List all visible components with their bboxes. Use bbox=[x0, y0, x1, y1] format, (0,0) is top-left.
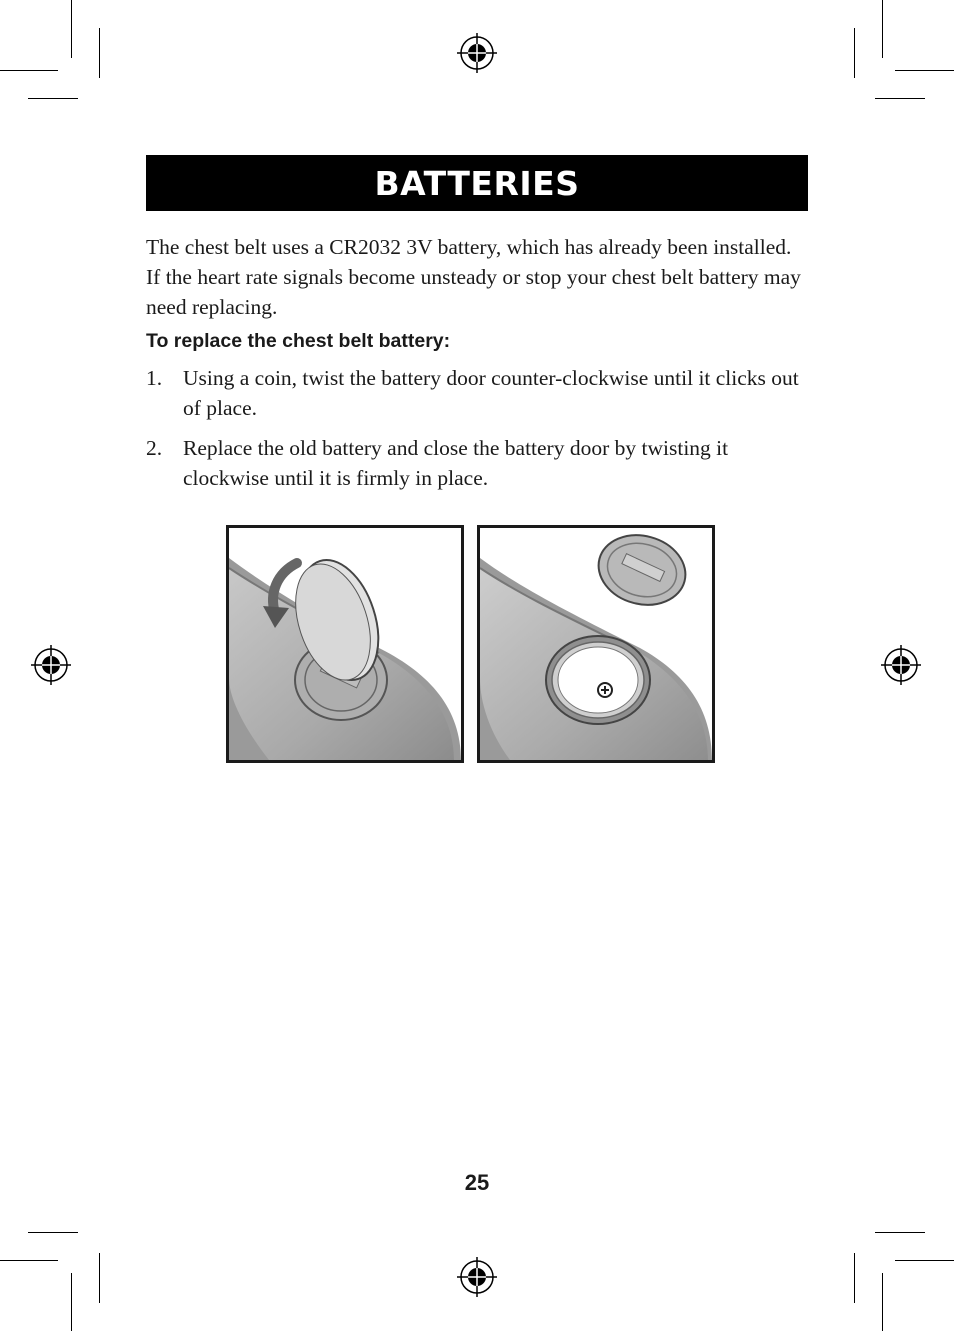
list-item bbox=[146, 363, 806, 423]
crop-mark bbox=[28, 1232, 78, 1233]
crop-mark bbox=[895, 1260, 954, 1261]
steps-list bbox=[146, 363, 806, 503]
crop-mark bbox=[71, 1273, 72, 1331]
plus-polarity-icon bbox=[598, 683, 612, 697]
step-number: 2. bbox=[146, 436, 163, 460]
registration-mark-icon bbox=[881, 645, 921, 685]
crop-mark bbox=[875, 98, 925, 99]
section-header bbox=[146, 155, 808, 211]
instructions-heading: To replace the chest belt battery: bbox=[146, 330, 451, 352]
crop-mark bbox=[28, 98, 78, 99]
crop-mark bbox=[882, 1273, 883, 1331]
figure-battery-compartment-open bbox=[477, 525, 715, 763]
crop-mark bbox=[71, 0, 72, 58]
crop-mark bbox=[875, 1232, 925, 1233]
crop-mark bbox=[882, 0, 883, 58]
registration-mark-icon bbox=[457, 1257, 497, 1297]
intro-paragraph: The chest belt uses a CR2032 3V battery, which has already been installed. If the heart rate signals become unsteady or stop your chest belt battery may need replacing. bbox=[146, 235, 801, 319]
crop-mark bbox=[99, 28, 100, 78]
crop-mark bbox=[854, 1253, 855, 1303]
step-text: Replace the old battery and close the battery door by twisting it clockwise until it is firmly in place. bbox=[183, 436, 729, 490]
crop-mark bbox=[0, 1260, 58, 1261]
crop-mark bbox=[99, 1253, 100, 1303]
figure-battery-door-removal bbox=[226, 525, 464, 763]
page-title: BATTERIES bbox=[374, 163, 580, 203]
step-number: 1. bbox=[146, 366, 163, 390]
page-number: 25 bbox=[464, 1170, 490, 1195]
crop-mark bbox=[0, 70, 58, 71]
registration-mark-icon bbox=[457, 33, 497, 73]
crop-mark bbox=[895, 70, 954, 71]
list-item bbox=[146, 433, 806, 493]
crop-mark bbox=[854, 28, 855, 78]
step-text: Using a coin, twist the battery door counter-clockwise until it clicks out of place. bbox=[183, 366, 799, 420]
registration-mark-icon bbox=[31, 645, 71, 685]
